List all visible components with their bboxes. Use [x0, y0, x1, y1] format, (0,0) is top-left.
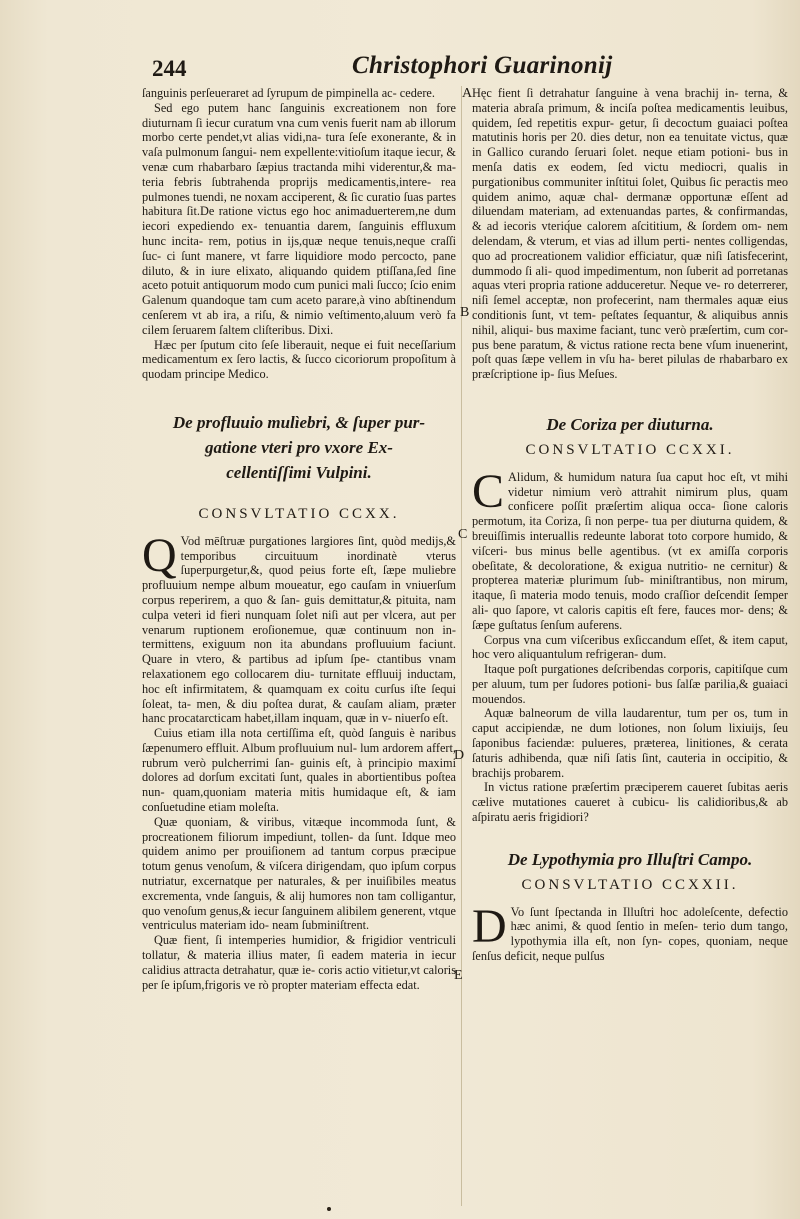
- paragraph: Sed ego putem hanc ſanguinis excreationem non fore diuturnam ſi iecur curatum vna cum venis fuerit nam ab illorum morbo certe pendet,vt alias vidi,na- tura ſeſe exonerante, & in vaſa pulmonum ſangui- nem expellente:vitioſum itaque iecur, & venæ cum rhabarbaro ſæpius tractanda mihi viderentur,& ma- teria febris ſubtrahenda proprijs medicamentis,intere- rea pulmones tuendi, ne noxam acciperent, & ſic curatio ſuas partes habitura ſit.De ratione victus ego hoc animaduerterem,ne dum iecori expediendo ex- tenuantia darem, ſanguinis effluxum hunc incita- rem, potius in ijs,quæ neque tenuis,neque craſſi ſuc- ci ſunt manere, vt farre liquidiore modo percocto, pane diluto, & in iure elixato, aliquando quidem ptiſſana,ſed ſine aceto potuit antiquorum modo cum punici mali ſucco; ſcio enim Galenum quandoque tam cum aceto parare,à vino abſtinendum cenſerem vt ab ira, a riſu, & nimio veſtimento,aluum verò fa cilem ſeruarem ſaltem cliſteribus. Dixi.: [142, 100, 456, 337]
- paragraph-text: Alidum, & humidum natura ſua caput hoc eſt, vt mihi videtur nimium verò attrahit nimirum plus, quam conficere poſſit præſertim aliqua occa- ſione caloris permotum, ita Coriza, ſi non perpe- tua per diuturna quidem, & breuiſſimis interuallis redeunte laborat toto corpore humido, & viſceri- bus minus belle agentibus. (vt ex amiſſa corporis obeſitate, & decoloratione, & exigua nutritio- ne cernitur) & propterea materiæ plurimum ſub- miniſtrantibus, non mirum, itaque, ſi materia modo tenuis, modo craſſior deſcendit ſemper ali- quo ſapore, vt caloris capitis eſt fere, fauces mor- dens; & ſæpe guſtatus ſenſum auferens.: [472, 469, 788, 632]
- paragraph: ſanguinis perſeueraret ad ſyrupum de pimpinella ac- cedere.: [142, 86, 435, 100]
- drop-cap: Q: [142, 528, 177, 582]
- section-title-ccxx: De profluuio mulìebri, & ſuper pur- gatione vteri pro vxore Ex- cellentiſſimi Vulpini.: [172, 412, 426, 482]
- margin-marker-c: C: [458, 527, 468, 542]
- paragraph: Itaque poſt purgationes deſcribendas corporis, capitiſque cum per aluum, tum per ſudores potioni- bus ſalſæ parilia,& guaiaci mouendos.: [472, 662, 788, 706]
- section-title-ccxxii: De Lypothymia pro Illuſtri Campo.: [507, 849, 753, 869]
- paragraph: [472, 464, 788, 633]
- consultatio-heading-ccxxi: CONSVLTATIO CCXXI.: [525, 441, 735, 458]
- paragraph: Quæ fient, ſi intemperies humidior, & frigidior ventriculi tollatur, & materia illius mater, ſi eadem materia in iecur calidius attracta detrahatur, quæ ie- coris actio vitietur,vt caloris per ſe ipſum,frigoris ve rò propter materiam effecta edat.: [142, 933, 456, 992]
- margin-marker-d: D: [454, 748, 465, 763]
- paragraph: Corpus vna cum viſceribus exſiccandum eſſet, & item caput, hoc vero aliquantulum refrigeran- dum.: [472, 632, 788, 662]
- consultatio-heading-ccxxii: CONSVLTATIO CCXXII.: [521, 876, 739, 893]
- paragraph: [472, 899, 788, 964]
- paragraph-text: Vo ſunt ſpectanda in Illuſtri hoc adoleſcente, defectio hæc animi, & quod ſentio in meſen- terio dum tango, lypothymia illa eſt, non ſyn- copes, quoniam, neque ſenſus deficit, neque pulſus: [472, 904, 788, 964]
- paragraph: Hęc fient ſi detrahatur ſanguine à vena brachij in- terna, & materia abraſa primum, & inciſa poſtea medicamentis leuibus, quidem, ſed repetitis expur- getur, ſi decoctum guaiaci poſtea matutinis horis per 20. dies detur, non ea tenuitate victus, quæ in Gallico curando ſeruari ſolet. neque etiam potioni- bus in menſa datis ex eodem, ſed victu mediocri, qualis in purgationibus communiter inſtitui ſolet, Quibus ſic peractis meo quidem animo, aquæ chal- dermanæ opportunæ eſſent ad diluendam materiam, ad extenuandas partes, & confirmandas, & ad iecoris vteriq́ue calorem aſcititium, & ſordem om- nem delendam, & vterum, et vias ad illum perti- nentes colligendas, quo ad procreationem validior efficiatur, quæ niſi ſatisfecerint, dummodo ſi ali- quod impedimentum, non ſuberit ad porretanas aquas vteri propria ratione adduceretur. Neque ve- ro deterrerer, niſi ſemel acceptæ, non profecerint, nam thermales aquæ eius conditionis ſunt, vt tem- peſtates ſequantur, & aliquibus annis nihil, aliqui- bus maxime faciant, tunc verò præſertim, cum cor- pus bene paratum, & victus ratione recta bene vſum inuenerint, poſt quas ſæpe vellem in vſu ha- beret pilulas de rhabarbaro ex præſcriptione ip- ſius Meſues.: [472, 86, 788, 382]
- paragraph: [142, 528, 456, 726]
- margin-marker-a: A: [462, 86, 473, 101]
- paragraph-text: Vod mēſtruæ purgationes largiores ſint, quòd medijs,& temporibus circuituum inordinatè vterus ſuperpurgetur,&, quod peius forte eſt, ſæpe muliebre profluuium nempe album moueatur, ego cauſam in vniuerſum corpus reperirem, a quo & ſan- guis demittatur,& pituita, nam culpa veteri id fieri nunquam ſolet niſi aut per vlcera, aut per venarum ruptionem eroſionemue, quæ continuum non in- termittens, exiguum non ita abundans profluuium faciunt. Quare in vtero, & partibus ad ipſum ſpe- ctantibus vnam relaxationem ego collocarem diu- turnitate effluuij inductam, hoc eſt infirmitatem, & quamquam ex coitu curſus iſte ſequi ſoleat, ta- men, & diu poſtea durat, & cauſam aliam, præter hanc procatarcticam habet,illam inquam, quæ in v- niuerſo eſt.: [142, 533, 456, 726]
- consultatio-heading-ccxx: CONSVLTATIO CCXX.: [198, 505, 400, 522]
- section-title-ccxxi: De Coriza per diuturna.: [546, 414, 714, 434]
- paragraph: Cuius etiam illa nota certiſſima eſt, quòd ſanguis è naribus ſæpenumero effluit. Album profluuium nul- lum ardorem affert, rubrum verò pulcherrimi ſan- guinis eſt, à principio maximi dolores ad dorſum excitati ſunt, quales in abortientibus poſtea nun- quam,quoniam materia mitis humidaque eſt, & iam conſuetudine etiam moleſta.: [142, 726, 456, 815]
- paragraph: Aquæ balneorum de villa laudarentur, tum per os, tum in caput accipiendæ, ne dum lotiones, non ſolum lixiuijs, ſeu ſaponibus faciendæ: pulueres, præterea, linitiones, & cerata ſaturis adhibenda, quæ niſi ſatis ſint, cauteria in occipitio, & brachijs probarem.: [472, 706, 788, 780]
- running-head: Christophori Guarinonij: [352, 52, 613, 79]
- left-column: [142, 86, 456, 992]
- paragraph: Hæc per ſputum cito ſeſe liberauit, neque ei fuit neceſſarium medicamentum ex ſero lactis, & ſucco cicoriorum propoſitum à quodam principe Medico.: [142, 337, 456, 382]
- paragraph: Quæ quoniam, & viribus, vitæque incommoda ſunt, & procreationem filiorum impediunt, tollen- da ſunt. Idque meo quidem animo per prouiſionem ad tantum corpus præcipue totum genus venoſum, & viſcera dirigendam, quo ipſum corpus nutriatur, excernatque per naturales, & per inuiſibiles meatus excrementa, vnde ſanguis, & alij humores non tam colligantur, quo venoſum genus,& iecur ſanguinem alibilem generent, vtque ventriculus materiam ido- neam ſubminiſtrent.: [142, 814, 456, 933]
- drop-cap: C: [472, 464, 505, 518]
- column-divider: [461, 86, 462, 1206]
- margin-marker-e: E: [454, 968, 463, 983]
- drop-cap: D: [472, 899, 507, 953]
- margin-marker-b: B: [460, 305, 470, 320]
- ink-dot: [327, 1207, 331, 1211]
- paragraph: In victus ratione præſertim præciperem caueret ſubitas aeris cælive mutationes caueret à cubicu- lis calidioribus,& ab aſpiratu aeris frigidiori?: [472, 780, 788, 825]
- right-column: [472, 86, 788, 964]
- page-header: [152, 52, 762, 86]
- page-number: 244: [152, 56, 187, 81]
